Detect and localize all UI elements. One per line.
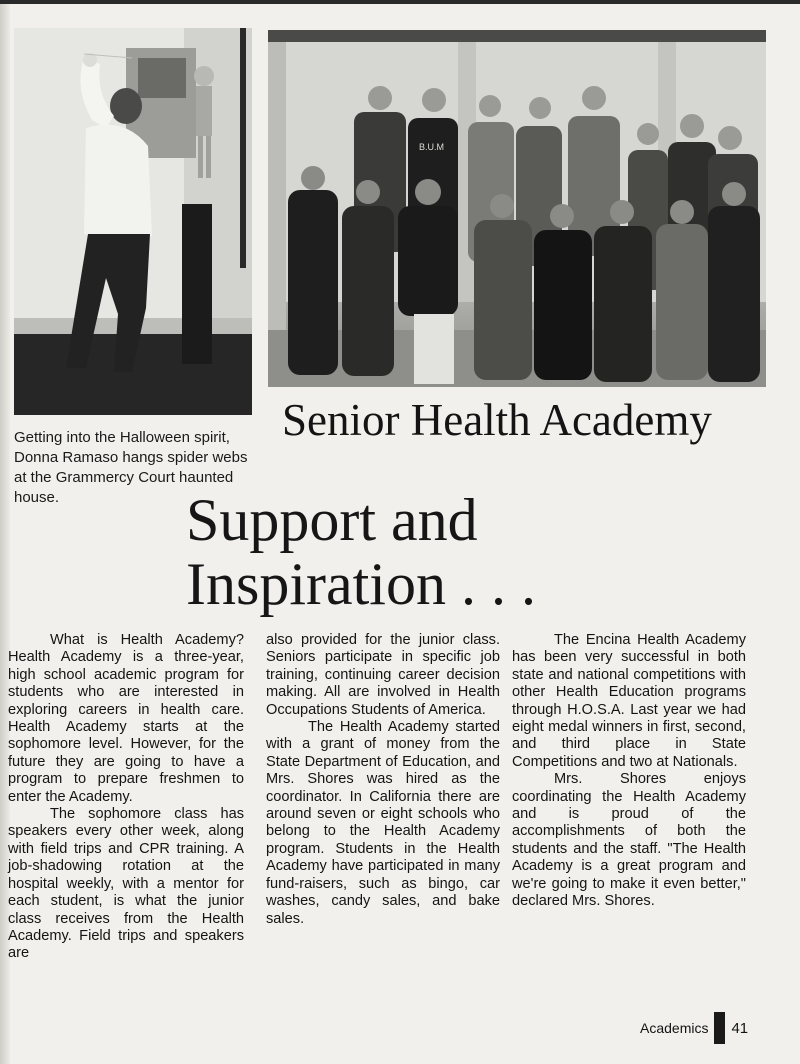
page-number: 41: [731, 1019, 749, 1037]
halloween-photo: [14, 28, 252, 415]
paragraph: The sophomore class has speakers every other week, along with field trips and CPR training. A job-shadowing rotation at the hospital weekly, with a mentor for each student, is what the junior class receives from the Health Academy. Field trips and speakers are: [8, 806, 244, 962]
headline-line-1: Support and: [186, 487, 478, 553]
article-headline: [186, 488, 766, 616]
paragraph: Mrs. Shores enjoys coordinating the Health Academy and is proud of the accomplishments of both the students and the staff. "The Health Academy is a great program and we're going to make it even better," declared Mrs. Shores.: [512, 771, 746, 910]
paragraph: What is Health Academy? Health Academy is a three-year, high school academic program for students who are interested in exploring careers in health care. Health Academy starts at the sophomore level. However, for the future they are going to have a program to prepare freshmen to enter the Academy.: [8, 632, 244, 805]
body-column-1: [8, 632, 244, 963]
footer-section-label: Academics: [640, 1020, 709, 1036]
body-column-3: [512, 632, 746, 911]
photo-caption: Getting into the Halloween spirit, Donna Ramaso hangs spider webs at the Grammercy Court haunted house.: [14, 429, 248, 506]
paragraph: also provided for the junior class. Seniors participate in specific job training, continuing career decision making. All are involved in Health Occupations Students of America.: [266, 632, 500, 718]
page-footer: [640, 1012, 748, 1044]
section-title: Senior Health Academy: [282, 395, 712, 445]
paragraph: The Health Academy started with a grant of money from the State Department of Education, and Mrs. Shores was hired as the coordinator. In California there are around seven or eight schools who belong to the Health Academy program. Students in the Health Academy have participated in many fund-raisers, such as bingo, car washes, candy sales, and bake sales.: [266, 719, 500, 927]
top-rule: [0, 0, 800, 4]
headline-line-2: Inspiration . . .: [186, 551, 536, 617]
body-column-2: [266, 632, 500, 928]
footer-bar: [714, 1012, 725, 1044]
shirt-logo: B.U.M: [419, 142, 445, 152]
academy-group-photo: [268, 30, 766, 387]
paragraph: The Encina Health Academy has been very successful in both state and national competitions with other Health Education programs through H.O.S.A. Last year we had eight medal winners in first, second, and third place in State Competitions and two at Nationals.: [512, 632, 746, 770]
